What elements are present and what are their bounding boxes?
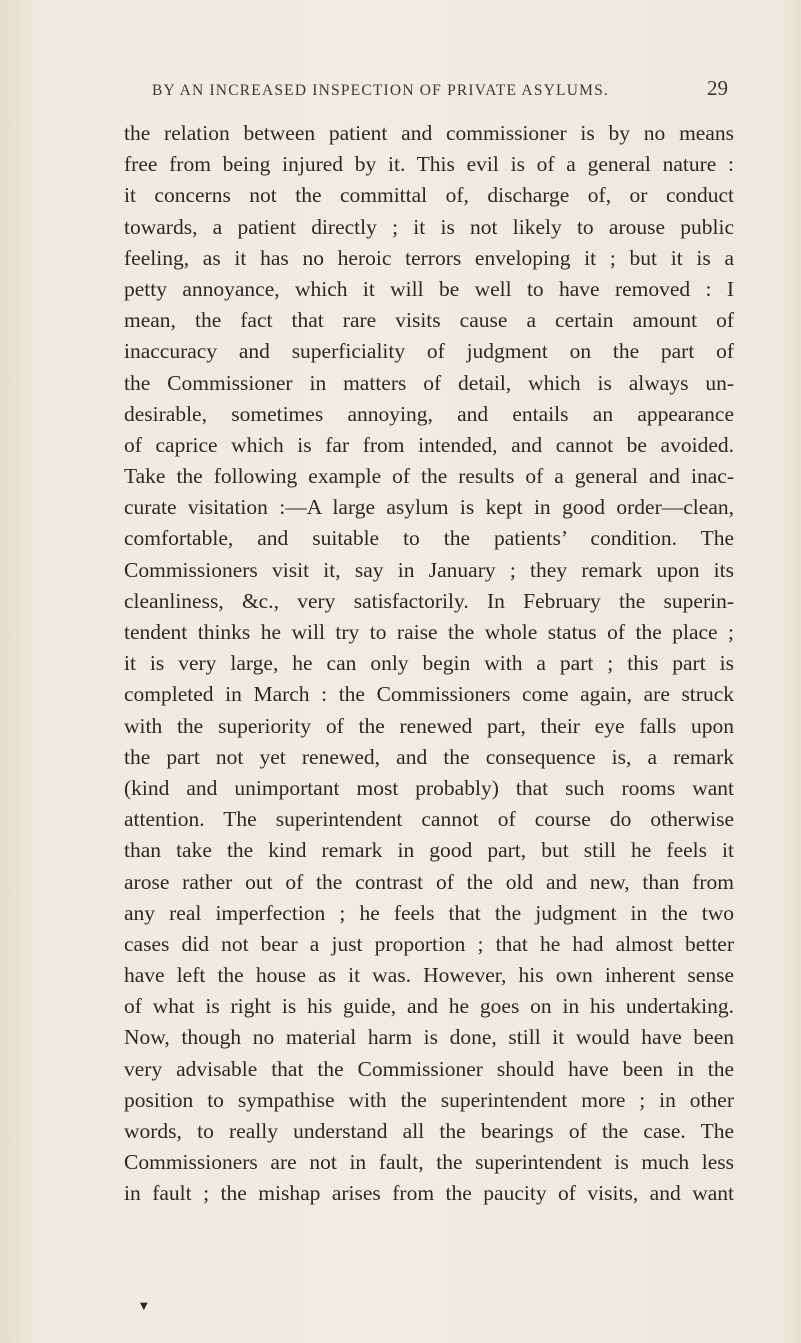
text-line: petty annoyance, which it will be well to have removed : I [124, 276, 734, 301]
text-line: in fault ; the mishap arises from the paucity of visits, and want [124, 1181, 734, 1206]
text-line: position to sympathise with the superintendent more ; in other [124, 1087, 734, 1112]
text-line: very advisable that the Commissioner should have been in the [124, 1056, 734, 1081]
text-line: it is very large, he can only begin with a part ; this part is [124, 651, 734, 676]
text-line: tendent thinks he will try to raise the whole status of the place ; [124, 620, 734, 644]
text-line: cases did not bear a just proportion ; that he had almost better [124, 931, 734, 956]
text-line: mean, the fact that rare visits cause a certain amount of [124, 308, 734, 333]
text-line: comfortable, and suitable to the patients’ condition. The [124, 526, 734, 551]
text-line: Commissioners visit it, say in January ; they remark upon its [124, 557, 734, 582]
text-line: cleanliness, &c., very satisfactorily. In February the superin- [124, 588, 734, 613]
text-line: with the superiority of the renewed part, their eye falls upon [124, 713, 734, 738]
text-line: it concerns not the committal of, discharge of, or conduct [124, 183, 734, 208]
text-line: words, to really understand all the bearings of the case. The [124, 1119, 734, 1143]
text-line: completed in March : the Commissioners come again, are struck [124, 682, 734, 707]
text-line: attention. The superintendent cannot of course do otherwise [124, 807, 734, 832]
text-line: have left the house as it was. However, his own inherent sense [124, 963, 734, 988]
text-line: towards, a patient directly ; it is not likely to arouse public [124, 214, 734, 239]
text-line: arose rather out of the contrast of the old and new, than from [124, 869, 734, 894]
text-line: inaccuracy and superficiality of judgment on the part of [124, 339, 734, 364]
running-title: BY AN INCREASED INSPECTION OF PRIVATE ASYLUMS. [152, 82, 609, 99]
text-line: the relation between patient and commissioner is by no means [124, 121, 734, 145]
page-number: 29 [707, 76, 728, 100]
text-line: Commissioners are not in fault, the superintendent is much less [124, 1150, 734, 1175]
text-line: Now, though no material harm is done, still it would have been [124, 1025, 734, 1050]
text-line: (kind and unimportant most probably) that such rooms want [124, 775, 734, 800]
text-line: the part not yet renewed, and the consequence is, a remark [124, 744, 734, 769]
text-line: curate visitation :—A large asylum is kept in good order—clean, [124, 495, 734, 520]
text-line: the Commissioner in matters of detail, which is always un- [124, 370, 734, 395]
text-line: free from being injured by it. This evil is of a general nature : [124, 152, 734, 177]
text-line: any real imperfection ; he feels that the judgment in the two [124, 900, 734, 925]
text-line: of caprice which is far from intended, and cannot be avoided. [124, 432, 734, 457]
text-line: of what is right is his guide, and he goes on in his undertaking. [124, 994, 734, 1019]
body-text [124, 118, 734, 1308]
printer-mark-icon: ▼ [140, 1301, 148, 1312]
text-line: than take the kind remark in good part, but still he feels it [124, 838, 734, 863]
text-line: Take the following example of the results of a general and inac- [124, 464, 734, 489]
text-line: desirable, sometimes annoying, and entails an appearance [124, 401, 734, 426]
text-line: feeling, as it has no heroic terrors enveloping it ; but it is a [124, 245, 734, 270]
